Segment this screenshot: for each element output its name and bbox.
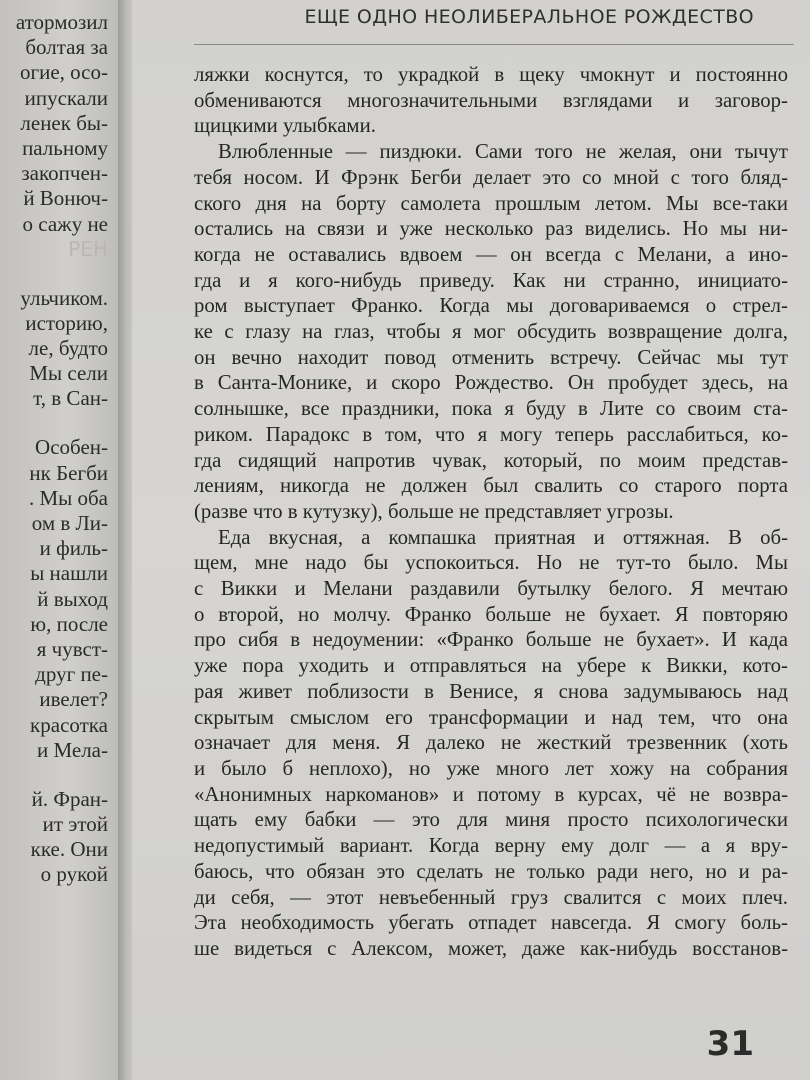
left-line: Мы сели: [29, 361, 108, 386]
right-page: [132, 0, 810, 1080]
text-line: когда не оставались вдвоем — он всегда с Мелани, а ино-: [194, 242, 788, 266]
left-line: й. Фран-: [31, 786, 108, 811]
left-line: и Мела-: [37, 737, 108, 762]
left-line: и филь-: [39, 536, 108, 561]
text-line: тебя носом. И Фрэнк Бегби делает это со мной с того бляд-: [194, 165, 788, 189]
text-line: уже пора уходить и отправляться на убере к Викки, кото-: [194, 654, 788, 678]
left-line: ипускали: [24, 85, 108, 110]
left-line: . Мы оба: [28, 485, 108, 510]
text-line: скрытым смыслом его трансформации и над тем, что она: [194, 705, 788, 729]
left-line: ленек бы-: [20, 110, 108, 135]
left-line: й Вонюч-: [23, 186, 108, 211]
left-line: о рукой: [40, 862, 108, 887]
running-head: ЕЩЕ ОДНО НЕОЛИБЕРАЛЬНОЕ РОЖДЕСТВО: [304, 6, 754, 28]
left-line: Особен-: [35, 435, 108, 460]
text-line: щать ему бабки — это для миня просто психологически: [194, 808, 788, 832]
text-line: Еда вкусная, а компашка приятная и оттяжная. В об-: [218, 525, 788, 549]
text-line: «Анонимных наркоманов» и потому в курсах, чё не возвра-: [194, 782, 788, 806]
text-line: ше видеться с Алексом, может, даже как-нибудь восстанов-: [194, 936, 788, 960]
text-line: означает для меня. Я далеко не жесткий трезвенник (хоть: [194, 731, 788, 755]
left-line: о сажу не: [22, 211, 108, 236]
left-line: ы нашли: [30, 561, 108, 586]
left-line: т, в Сан-: [33, 386, 108, 411]
left-page-text: [0, 10, 108, 887]
left-line: ом в Ли-: [31, 511, 108, 535]
text-line: Эта необходимость убегать отпадет навсегда. Я смогу боль-: [194, 911, 788, 935]
left-line: друг пе-: [35, 662, 108, 687]
text-line: про сибя в недоумении: «Франко больше не бухает». И када: [194, 628, 788, 652]
text-line: (разве что в кутузку), больше не представляет угрозы.: [194, 499, 674, 523]
left-line: нк Бегби: [29, 460, 108, 485]
text-line: гда сидящий напротив чувак, который, по моим представ-: [194, 448, 788, 472]
text-line: остались на связи и уже несколько раз виделись. Но мы ни-: [194, 217, 788, 241]
text-line: баюсь, что обязан это сделать не только ради него, но и ра-: [194, 859, 788, 883]
text-line: щем, мне надо бы успокоиться. Но не тут-то было. Мы: [194, 551, 788, 575]
text-line: солнышке, все праздники, пока я буду в Лите со своим ста-: [194, 397, 788, 421]
text-line: и было б неплохо), но уже много лет хожу на собрания: [194, 756, 788, 780]
header-rule: [194, 44, 794, 45]
text-line: ского дня на борту самолета прошлым летом. Мы все-таки: [194, 191, 788, 215]
text-line: он вечно находит повод отменить встречу. Сейчас мы тут: [194, 345, 788, 369]
text-line: ляжки коснутся, то украдкой в щеку чмокнут и постоянно: [194, 63, 788, 86]
text-line: в Санта-Монике, и скоро Рождество. Он пробудет здесь, на: [194, 371, 788, 395]
left-line: ивелет?: [39, 687, 108, 712]
text-line: ди себя, — этот невъебенный груз свалится с моих плеч.: [194, 885, 788, 909]
text-line: недопустимый вариант. Когда верну ему долг — а я вру-: [194, 834, 788, 858]
text-line: лениям, никогда не должен был свалить со старого порта: [194, 474, 788, 498]
left-line: болтая за: [25, 35, 108, 60]
body-text: [194, 62, 788, 962]
text-line: с Викки и Мелани раздавили бутылку белого. Я мечтаю: [194, 577, 788, 601]
left-line: атормозил: [15, 10, 108, 34]
left-line: историю,: [25, 310, 108, 335]
left-line: пальному: [22, 135, 108, 160]
left-line: РЕН: [68, 236, 108, 261]
page-number: 31: [706, 1024, 754, 1064]
left-line: ю, после: [30, 611, 108, 636]
left-page: [0, 0, 124, 1080]
text-line: Влюбленные — пиздюки. Сами того не желая, они тычут: [218, 140, 788, 164]
left-line: огие, осо-: [19, 60, 108, 85]
left-line: ульчиком.: [20, 285, 108, 310]
left-line: я чувст-: [36, 636, 108, 661]
left-line: закопчен-: [21, 161, 108, 186]
text-line: щицкими улыбками.: [194, 114, 376, 138]
text-line: риком. Парадокс в том, что я могу теперь расслабиться, ко-: [194, 422, 788, 446]
text-line: рая живет поблизости в Венисе, я снова задумываюсь над: [194, 679, 788, 703]
left-line: кке. Они: [30, 837, 108, 862]
text-line: ром выступает Франко. Когда мы договариваемся о стрел-: [194, 294, 788, 318]
text-line: гда и я кого-нибудь приведу. Как ни странно, инициато-: [194, 268, 788, 292]
text-line: о второй, но молчу. Франко больше не бухает. Я повторяю: [194, 602, 788, 626]
left-line: ит этой: [42, 811, 108, 836]
text-line: обмениваются многозначительными взглядами и заговор-: [194, 88, 788, 112]
text-line: ке с глазу на глаз, чтобы я мог обсудить возвращение долга,: [194, 320, 788, 344]
left-line: ле, будто: [28, 336, 108, 361]
left-line: красотка: [30, 712, 108, 737]
left-line: й выход: [37, 586, 108, 611]
